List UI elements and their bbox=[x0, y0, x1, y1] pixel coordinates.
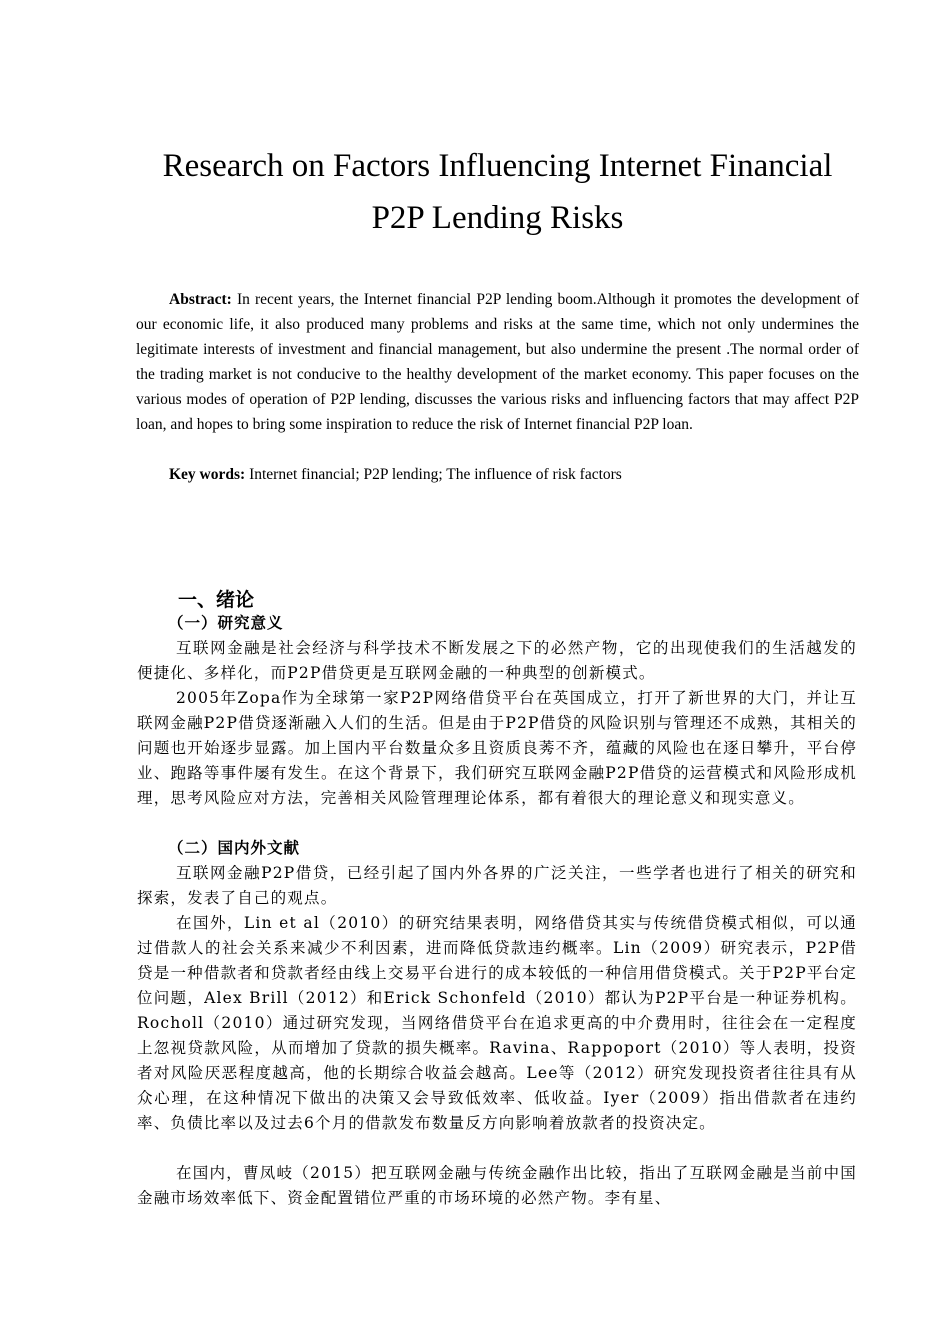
subsection-heading-significance: （一）研究意义 bbox=[168, 614, 284, 632]
paper-title bbox=[100, 140, 895, 244]
keywords-text: Internet financial; P2P lending; The influence of risk factors bbox=[245, 466, 622, 483]
paper-title-line-2: P2P Lending Risks bbox=[371, 200, 624, 236]
paper-title-line-1: Research on Factors Influencing Internet Financial bbox=[162, 148, 833, 184]
keywords-paragraph bbox=[136, 462, 859, 487]
subsection-heading-literature: （二）国内外文献 bbox=[168, 839, 301, 857]
keywords-label: Key words: bbox=[169, 466, 246, 483]
abstract-label: Abstract: bbox=[169, 291, 232, 308]
abstract-paragraph bbox=[136, 287, 859, 437]
body-paragraph-5: 在国内，曹凤岐（2015）把互联网金融与传统金融作出比较，指出了互联网金融是当前中国金融市场效率低下、资金配置错位严重的市场环境的必然产物。李有星、 bbox=[137, 1164, 857, 1207]
abstract-text: In recent years, the Internet financial P2P lending boom.Although it promotes the development of our economic life, it also produced many problems and risks at the same time, which not only undermines the legitimate interests of investment and financial management, but also undermine the present .The normal order of the trading market is not conducive to the healthy development of the market economy. This paper focuses on the various modes of operation of P2P lending, discusses the various risks and influencing factors that may affect P2P loan, and hopes to bring some inspiration to reduce the risk of Internet financial P2P loan. bbox=[136, 291, 859, 433]
body-paragraph-2: 2005年Zopa作为全球第一家P2P网络借贷平台在英国成立，打开了新世界的大门，并让互联网金融P2P借贷逐渐融入人们的生活。但是由于P2P借贷的风险识别与管理还不成熟，其相关的问题也开始逐步显露。加上国内平台数量众多且资质良莠不齐，蕴藏的风险也在逐日攀升，平台停业、跑路等事件屡有发生。在这个背景下，我们研究互联网金融P2P借贷的运营模式和风险形成机理，思考风险应对方法，完善相关风险管理理论体系，都有着很大的理论意义和现实意义。 bbox=[137, 689, 857, 807]
body-paragraph-3: 互联网金融P2P借贷，已经引起了国内外各界的广泛关注，一些学者也进行了相关的研究和探索，发表了自己的观点。 bbox=[137, 864, 857, 907]
section-heading-introduction: 一、绪论 bbox=[178, 589, 255, 611]
body-paragraph-1: 互联网金融是社会经济与科学技术不断发展之下的必然产物，它的出现使我们的生活越发的便捷化、多样化，而P2P借贷更是互联网金融的一种典型的创新模式。 bbox=[137, 639, 857, 682]
body-paragraph-4: 在国外，Lin et al（2010）的研究结果表明，网络借贷其实与传统借贷模式相似，可以通过借款人的社会关系来减少不利因素，进而降低贷款违约概率。Lin（2009）研究表示，P2P借贷是一种借款者和贷款者经由线上交易平台进行的成本较低的一种信用借贷模式。关于P2P平台定位问题，Alex Brill（2012）和Erick Schonfeld（2010）都认为P2P平台是一种证券机构。Rocholl（2010）通过研究发现，当网络借贷平台在追求更高的中介费用时，往往会在一定程度上忽视贷款风险，从而增加了贷款的损失概率。Ravina、Rappoport（2010）等人表明，投资者对风险厌恶程度越高，他的长期综合收益会越高。Lee等（2012）研究发现投资者往往具有从众心理，在这种情况下做出的决策又会导致低效率、低收益。Iyer（2009）指出借款者在违约率、负债比率以及过去6个月的借款发布数量反方向影响着放款者的投资决定。 bbox=[137, 914, 857, 1132]
